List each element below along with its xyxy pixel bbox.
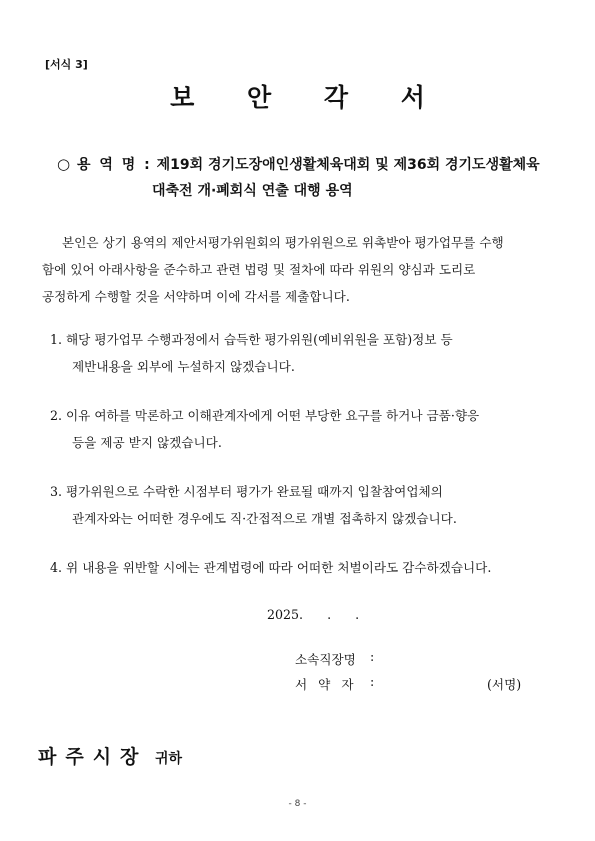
signer-colon: : (370, 674, 375, 689)
pledge-intro-paragraph (42, 229, 557, 310)
page-number: - 8 - (288, 799, 307, 809)
intro-line: 함에 있어 아래사항을 준수하고 관련 법령 및 절차에 따라 위원의 양심과 도리로 (42, 262, 476, 277)
signature-mark: (서명) (487, 677, 522, 692)
intro-line: 공정하게 수행할 것을 서약하며 이에 각서를 제출합니다. (42, 289, 350, 304)
bullet-circle-icon: ○ (57, 155, 71, 173)
pledge-item (50, 478, 560, 532)
recipient-honorific: 귀하 (155, 751, 183, 767)
pledge-item-line: 1. 해당 평가업무 수행과정에서 습득한 평가위원(예비위원을 포함)정보 등 (50, 332, 453, 347)
service-name-label: 용 역 명 : (76, 157, 152, 173)
pledge-item-line: 제반내용을 외부에 누설하지 않겠습니다. (72, 359, 295, 374)
pledge-item (50, 554, 560, 581)
recipient-line (38, 742, 182, 769)
pledge-item-line: 등을 제공 받지 않겠습니다. (72, 435, 222, 450)
form-number-label: [서식 3] (45, 58, 88, 71)
signer-label: 서약자 (295, 677, 365, 692)
intro-line: 본인은 상기 용역의 제안서평가위원회의 평가위원으로 위촉받아 평가업무를 수행 (62, 235, 504, 250)
service-name-row (57, 154, 540, 174)
pledge-item-line: 2. 이유 여하를 막론하고 이해관계자에게 어떤 부당한 요구를 하거나 금품·향응 (50, 408, 480, 423)
pledge-item-line: 4. 위 내용을 위반할 시에는 관계법령에 따라 어떠한 처벌이라도 감수하겠습니다. (50, 560, 492, 575)
pledge-item (50, 402, 560, 456)
service-name-line2: 대축전 개·폐회식 연출 대행 용역 (152, 183, 353, 199)
recipient-name: 파주시장 (38, 746, 148, 768)
pledge-item-line: 관계자와는 어떠한 경우에도 직·간접적으로 개별 접촉하지 않겠습니다. (72, 511, 457, 526)
pledge-item (50, 326, 560, 380)
affiliation-label: 소속직장명 (295, 652, 356, 667)
affiliation-colon: : (370, 649, 375, 664)
service-name-line1: 제19회 경기도장애인생활체육대회 및 제36회 경기도생활체육 (156, 157, 540, 173)
date-field: 2025. . . (267, 607, 360, 622)
pledge-item-line: 3. 평가위원으로 수락한 시점부터 평가가 완료될 때까지 입찰참여업체의 (50, 484, 443, 499)
document-title: 보 안 각 서 (170, 83, 447, 112)
